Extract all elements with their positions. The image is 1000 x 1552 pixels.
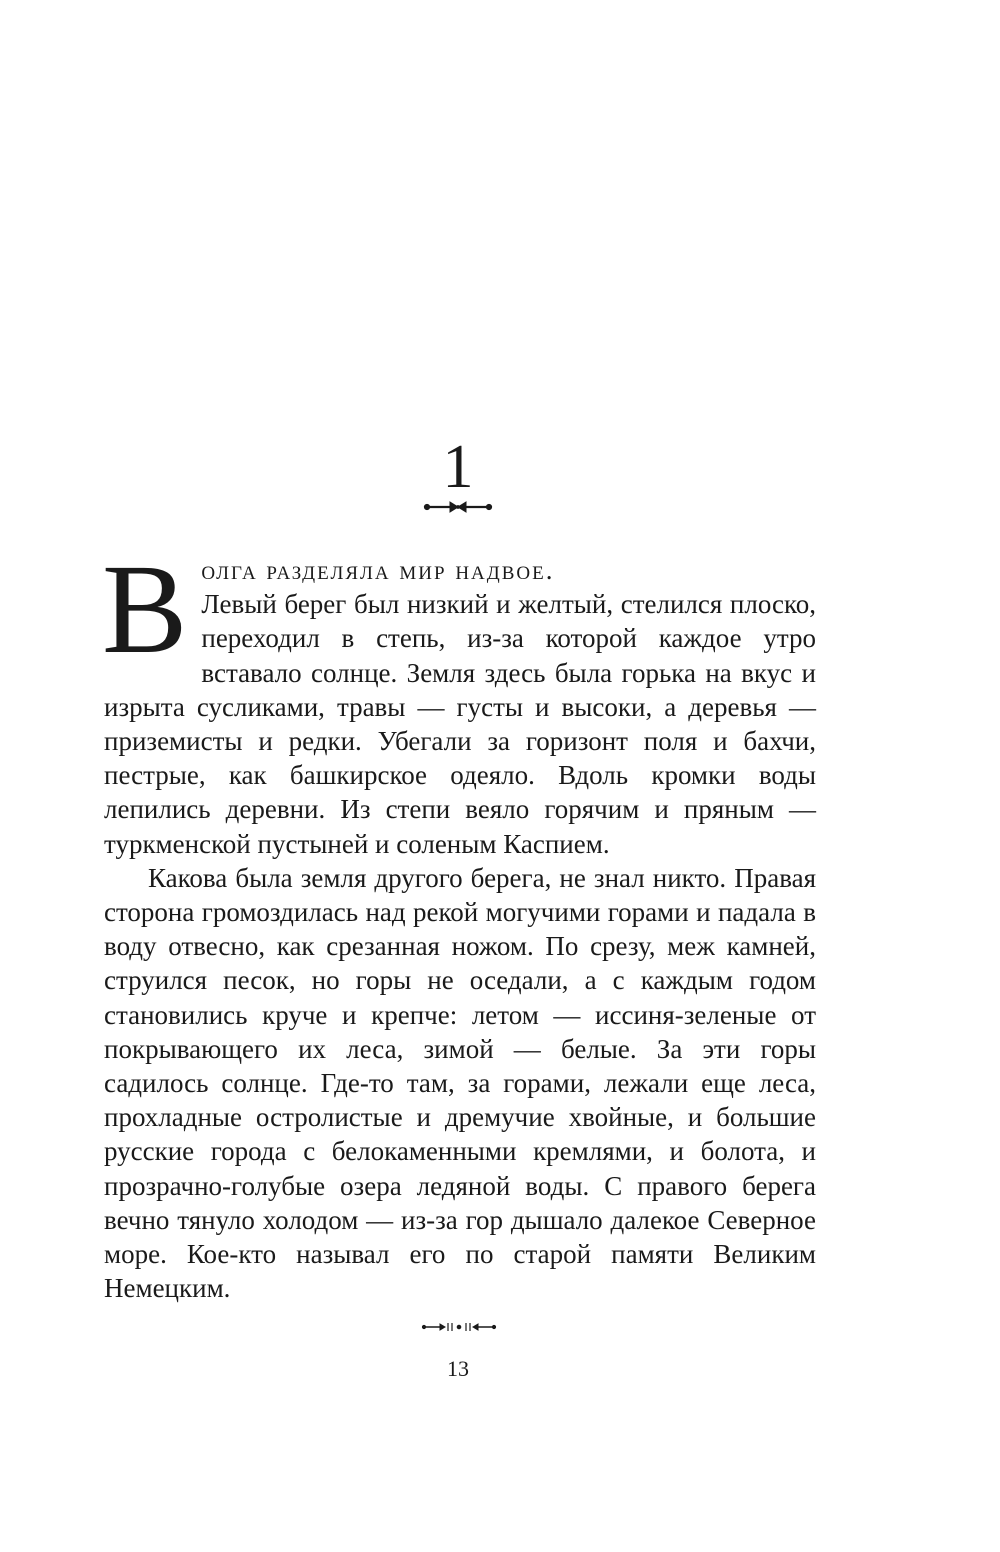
drop-cap: В <box>102 538 188 680</box>
paragraph-first <box>102 538 816 861</box>
lead-in-small-caps: олга разделяла мир надвое. <box>201 555 555 585</box>
paragraph-first-text: Левый берег был низкий и желтый, стелился плоско, переходил в степь, из-за которой каждое утро вставало солнце. Земля здесь была горька на вкус и изрыта сусликами, травы — густы и высоки, а деревья — приземисты и редки. Убегали за горизонт поля и бахчи, пестрые, как башкирское одеяло. Вдоль кромки воды лепились деревни. Из степи веяло горячим и пряным — туркменской пустыней и соленым Каспием. <box>104 589 816 859</box>
paragraph-second: Какова была земля другого берега, не знал никто. Правая сторона громоздилась над рекой могучими горами и падала в воду отвесно, как срезанная ножом. По срезу, меж камней, струился песок, но горы не оседали, а с каждым годом становились круче и крепче: летом — иссиня-зеленые от покрывающего их леса, зимой — белые. За эти горы садилось солнце. Где-то там, за горами, лежали еще леса, прохладные остролистые и дремучие хвойные, и большие русские города с белокаменными кремлями, и болота, и прозрачно-голубые озера ледяной воды. С правого берега вечно тянуло холодом — из-за гор дышало далекое Северное море. Кое-кто называл его по старой памяти Великим Немецким. <box>104 862 816 1304</box>
page-number: 13 <box>447 1356 469 1381</box>
section-end-ornament-icon <box>420 1320 498 1334</box>
chapter-body <box>102 538 816 1305</box>
chapter-number: 1 <box>442 433 474 501</box>
chapter-divider-ornament-icon <box>420 498 496 516</box>
